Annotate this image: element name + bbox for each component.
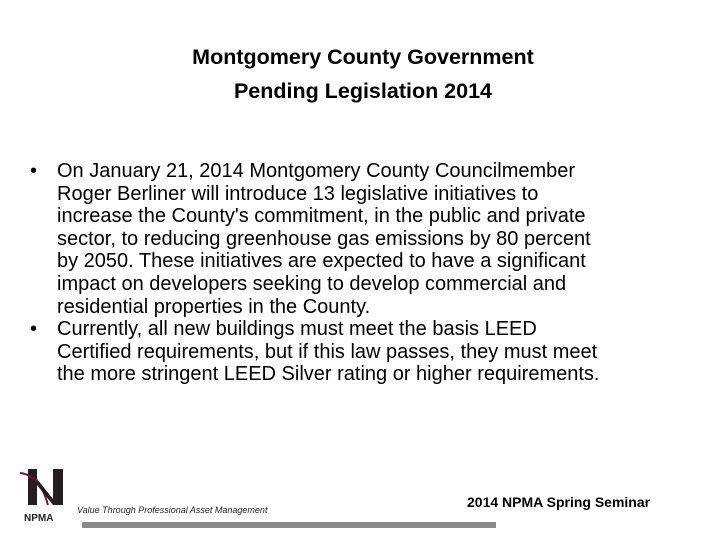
title-line-2: Pending Legislation 2014 xyxy=(233,79,493,103)
bullet-line: Currently, all new buildings must meet the basis LEED xyxy=(57,318,537,341)
bullet-list xyxy=(30,160,710,386)
bullet-line: by 2050. These initiatives are expected to have a significant xyxy=(57,250,586,273)
slide-title xyxy=(0,40,720,108)
bullet-line: On January 21, 2014 Montgomery County Councilmember xyxy=(57,160,576,182)
bullet-line: impact on developers seeking to develop commercial and xyxy=(57,272,567,295)
logo-text: NPMA xyxy=(24,513,54,524)
bullet-line: Roger Berliner will introduce 13 legislative initiatives to xyxy=(57,182,539,205)
bullet-item xyxy=(30,160,710,318)
bullet-line: Certified requirements, but if this law passes, they must meet xyxy=(57,340,598,363)
npma-logo-icon xyxy=(20,467,70,525)
bullet-line: sector, to reducing greenhouse gas emissions by 80 percent xyxy=(57,227,591,250)
bullet-marker: • xyxy=(30,160,38,182)
bullet-line: increase the County's commitment, in the public and private xyxy=(57,205,586,228)
title-line-1: Montgomery County Government xyxy=(192,45,534,69)
bullet-item xyxy=(30,318,710,386)
footer-divider xyxy=(82,522,496,528)
bullet-line: residential properties in the County. xyxy=(57,295,371,318)
bullet-line: the more stringent LEED Silver rating or higher requirements. xyxy=(57,363,600,386)
footer-seminar: 2014 NPMA Spring Seminar xyxy=(467,494,651,510)
footer-tagline: Value Through Professional Asset Management xyxy=(77,505,268,515)
bullet-marker: • xyxy=(30,318,38,341)
